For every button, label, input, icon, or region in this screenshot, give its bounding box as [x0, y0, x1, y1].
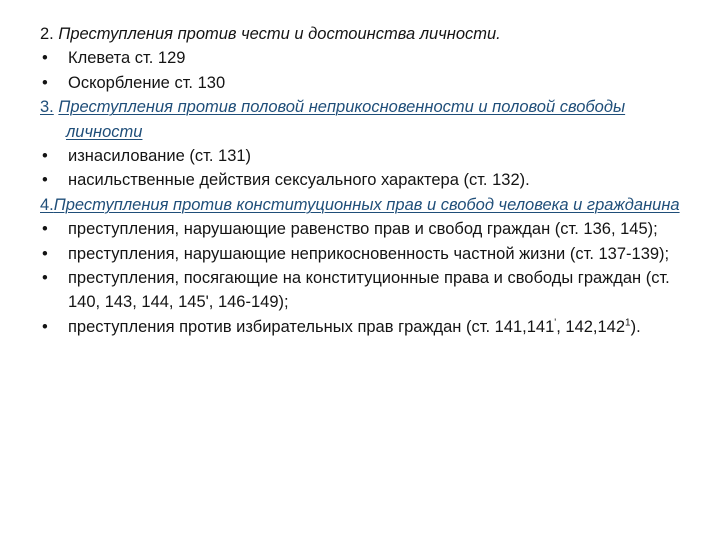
list-item — [40, 266, 690, 315]
list-item-text: преступления, посягающие на конституционные права и свободы граждан (ст. 140, 143, 144, 145', 146-149); — [68, 269, 670, 312]
list-item-text: преступления, нарушающие равенство прав и свобод граждан (ст. 136, 145); — [68, 220, 658, 239]
list-item-text — [68, 318, 641, 336]
section-number: 2. — [40, 25, 54, 43]
bullet-icon: • — [42, 244, 48, 263]
list-item-text: преступления, нарушающие неприкосновенность частной жизни (ст. 137-139); — [68, 244, 670, 263]
section-heading-3 — [40, 95, 690, 144]
bullet-icon: • — [42, 269, 48, 288]
superscript: 1 — [625, 317, 631, 329]
section-title: Преступления против половой неприкосновенности и половой свободы личности — [58, 98, 626, 141]
list-item — [40, 144, 690, 168]
superscript: ' — [554, 317, 557, 329]
bullet-icon: • — [42, 147, 48, 166]
list-item-text-part: преступления против избирательных прав граждан (ст. 141,141 — [68, 317, 555, 336]
section-number: 4. — [40, 195, 54, 214]
slide-content — [40, 22, 690, 339]
bullet-icon: • — [42, 317, 48, 336]
list-item — [40, 71, 690, 95]
bullet-icon: • — [42, 49, 48, 68]
list-item-text: Оскорбление ст. 130 — [68, 73, 226, 92]
list-item — [40, 46, 690, 70]
section-title: Преступления против чести и достоинства личности. — [58, 25, 501, 43]
list-item-text: изнасилование (ст. 131) — [68, 147, 252, 166]
bullet-icon: • — [42, 171, 48, 190]
section-title: Преступления против конституционных прав и свобод человека и гражданина — [53, 195, 680, 214]
bullet-icon: • — [42, 220, 48, 239]
list-item-text-part: ). — [630, 317, 641, 336]
list-item — [40, 315, 690, 339]
bullet-icon: • — [42, 73, 48, 92]
section-number: 3. — [40, 98, 54, 117]
list-item-text: Клевета ст. 129 — [68, 49, 186, 68]
list-item-text-part: , 142,142 — [556, 317, 626, 336]
list-item-text: насильственные действия сексуального характера (ст. 132). — [68, 171, 530, 190]
list-item — [40, 168, 690, 192]
list-item — [40, 217, 690, 241]
section-heading-2 — [40, 22, 690, 46]
list-item — [40, 242, 690, 266]
section-heading-4 — [40, 193, 690, 217]
